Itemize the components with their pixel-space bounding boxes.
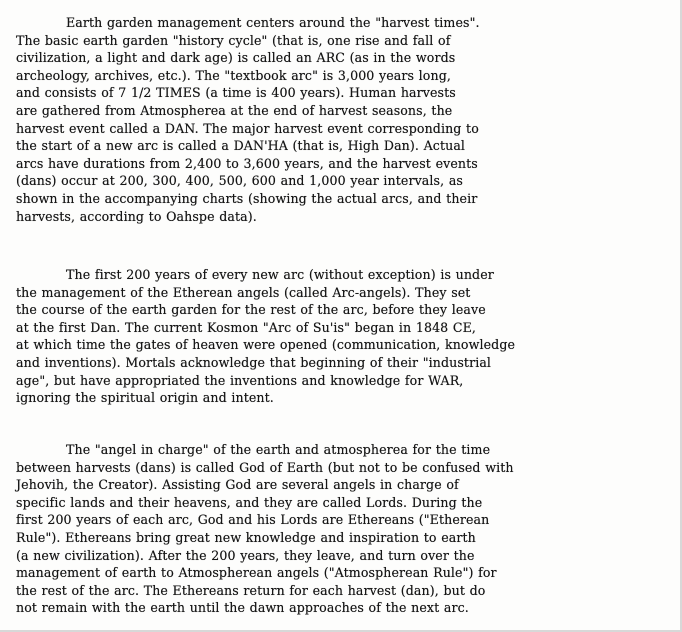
text-line: The basic earth garden "history cycle" (that is, one rise and fall of <box>16 32 451 48</box>
text-line: are gathered from Atmospherea at the end of harvest seasons, the <box>16 102 453 118</box>
text-line: (a new civilization). After the 200 years, they leave, and turn over the <box>16 547 475 563</box>
text-line: not remain with the earth until the dawn approaches of the next arc. <box>16 600 469 616</box>
text-line: the rest of the arc. The Ethereans return for each harvest (dan), but do <box>16 582 486 598</box>
text-line: at which time the gates of heaven were opened (communication, knowledge <box>16 337 516 353</box>
text-line: first 200 years of each arc, God and his Lords are Ethereans ("Etherean <box>16 512 490 528</box>
text-line: the course of the earth garden for the rest of the arc, before they leave <box>16 302 486 318</box>
text-line: harvests, according to Oahspe data). <box>16 208 257 224</box>
paragraph-etherean-angels <box>16 266 515 407</box>
paragraph-god-of-earth <box>16 441 514 617</box>
paragraph-harvest-times <box>16 14 480 225</box>
text-line: management of earth to Atmospherean angels ("Atmospherean Rule") for <box>16 565 497 581</box>
text-line: ignoring the spiritual origin and intent. <box>16 390 274 406</box>
text-line: The first 200 years of every new arc (without exception) is under <box>66 267 494 282</box>
text-line: at the first Dan. The current Kosmon "Arc of Su'is" began in 1848 CE, <box>16 319 477 335</box>
text-line: and inventions). Mortals acknowledge that beginning of their "industrial <box>16 354 492 370</box>
text-line: Earth garden management centers around the "harvest times". <box>66 15 480 30</box>
text-line: age", but have appropriated the inventions and knowledge for WAR, <box>16 372 464 388</box>
text-line: (dans) occur at 200, 300, 400, 500, 600 and 1,000 year intervals, as <box>16 173 463 189</box>
text-line: shown in the accompanying charts (showing the actual arcs, and their <box>16 190 478 206</box>
text-line: The "angel in charge" of the earth and atmospherea for the time <box>66 442 491 457</box>
text-line: Rule"). Ethereans bring great new knowledge and inspiration to earth <box>16 529 476 545</box>
text-line: between harvests (dans) is called God of Earth (but not to be confused with <box>16 459 514 475</box>
text-line: the management of the Etherean angels (called Arc-angels). They set <box>16 284 471 300</box>
text-line: arcs have durations from 2,400 to 3,600 years, and the harvest events <box>16 155 478 171</box>
text-line: the start of a new arc is called a DAN'HA (that is, High Dan). Actual <box>16 138 466 154</box>
text-line: specific lands and their heavens, and they are called Lords. During the <box>16 494 483 510</box>
text-line: and consists of 7 1/2 TIMES (a time is 400 years). Human harvests <box>16 85 456 101</box>
text-line: Jehovih, the Creator). Assisting God are several angels in charge of <box>16 477 459 493</box>
text-line: harvest event called a DAN. The major harvest event corresponding to <box>16 120 479 136</box>
text-line: archeology, archives, etc.). The "textbook arc" is 3,000 years long, <box>16 67 451 83</box>
text-line: civilization, a light and dark age) is called an ARC (as in the words <box>16 50 456 66</box>
